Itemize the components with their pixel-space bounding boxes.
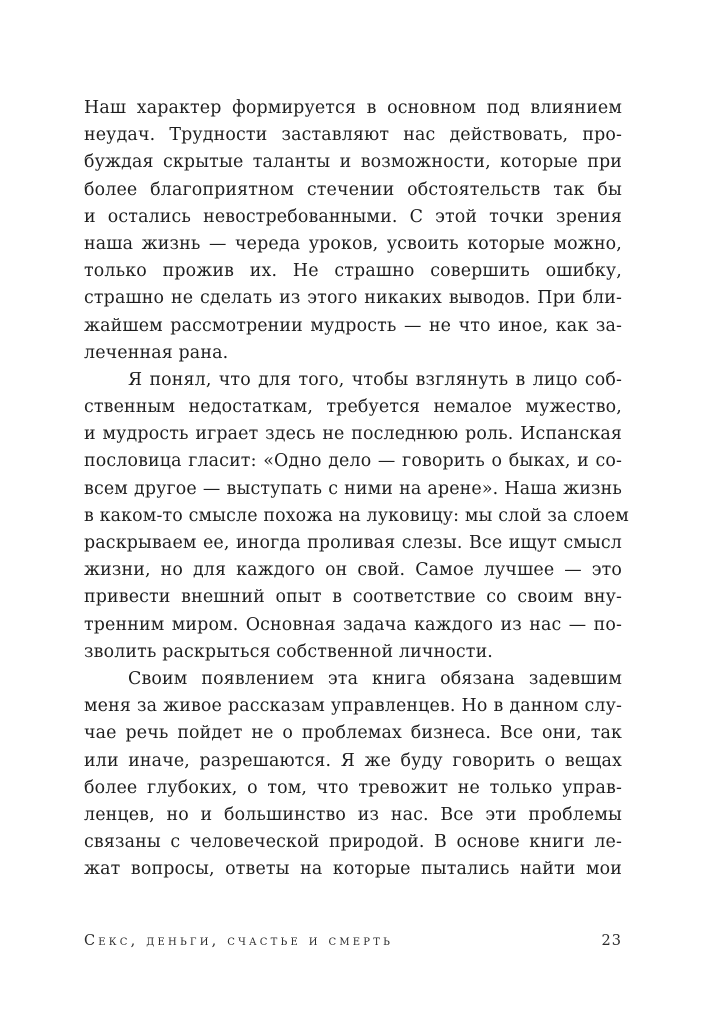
text-line: только прожив их. Не страшно совершить ошибку, [84,261,622,282]
text-line: привести внешний опыт в соответствие со своим вну- [84,587,622,608]
text-line: более благоприятном стечении обстоятельств так бы [84,179,622,200]
text-line: в каком-то смысле похожа на луковицу: мы слой за слоем [84,505,629,526]
text-line: тренним миром. Основная задача каждого из нас — по- [84,614,622,635]
text-line: чае речь пойдет не о проблемах бизнеса. Все они, так [84,723,622,744]
text-line: жизни, но для каждого он свой. Самое лучшее — это [84,560,622,581]
text-line: жайшем рассмотрении мудрость — не что иное, как за- [84,315,622,336]
body-text [84,95,629,883]
text-line: связаны с человеческой природой. В основе книги ле- [84,832,622,853]
text-line: Наш характер формируется в основном под влиянием [84,98,622,118]
text-line: более глубоких, о том, что тревожит не только управ- [84,777,622,798]
page-footer [84,928,622,954]
text-line: буждая скрытые таланты и возможности, которые при [84,152,622,173]
text-line: пословица гласит: «Одно дело — говорить о быках, и со- [84,451,622,472]
text-line: страшно не сделать из этого никаких выводов. При бли- [84,288,622,309]
text-line: Я понял, что для того, чтобы взглянуть в лицо соб- [128,369,622,390]
text-line: и мудрость играет здесь не последнюю роль. Испанская [84,424,622,445]
text-line: Своим появлением эта книга обязана задевшим [128,668,622,689]
text-line: ственным недостаткам, требуется немалое мужество, [84,397,622,418]
text-line: всем другое — выступать с ними на арене». Наша жизнь [84,478,622,499]
text-line: или иначе, разрешаются. Я же буду говорить о вещах [84,750,622,771]
text-line: и остались невостребованными. С этой точки зрения [84,206,622,227]
text-line: ленцев, но и большинство из нас. Все эти проблемы [84,804,622,825]
running-title: Секс, деньги, счастье и смерть [84,933,394,949]
text-line: зволить раскрыться собственной личности. [84,641,493,662]
page-number: 23 [601,933,622,949]
text-line: раскрываем ее, иногда проливая слезы. Все ищут смысл [84,533,622,553]
text-line: неудач. Трудности заставляют нас действовать, про- [84,125,622,146]
text-line: жат вопросы, ответы на которые пытались найти мои [84,859,622,880]
text-line: наша жизнь — череда уроков, усвоить которые можно, [84,233,622,254]
text-line: меня за живое рассказам управленцев. Но в данном слу- [84,696,622,717]
text-line: леченная рана. [84,342,229,363]
